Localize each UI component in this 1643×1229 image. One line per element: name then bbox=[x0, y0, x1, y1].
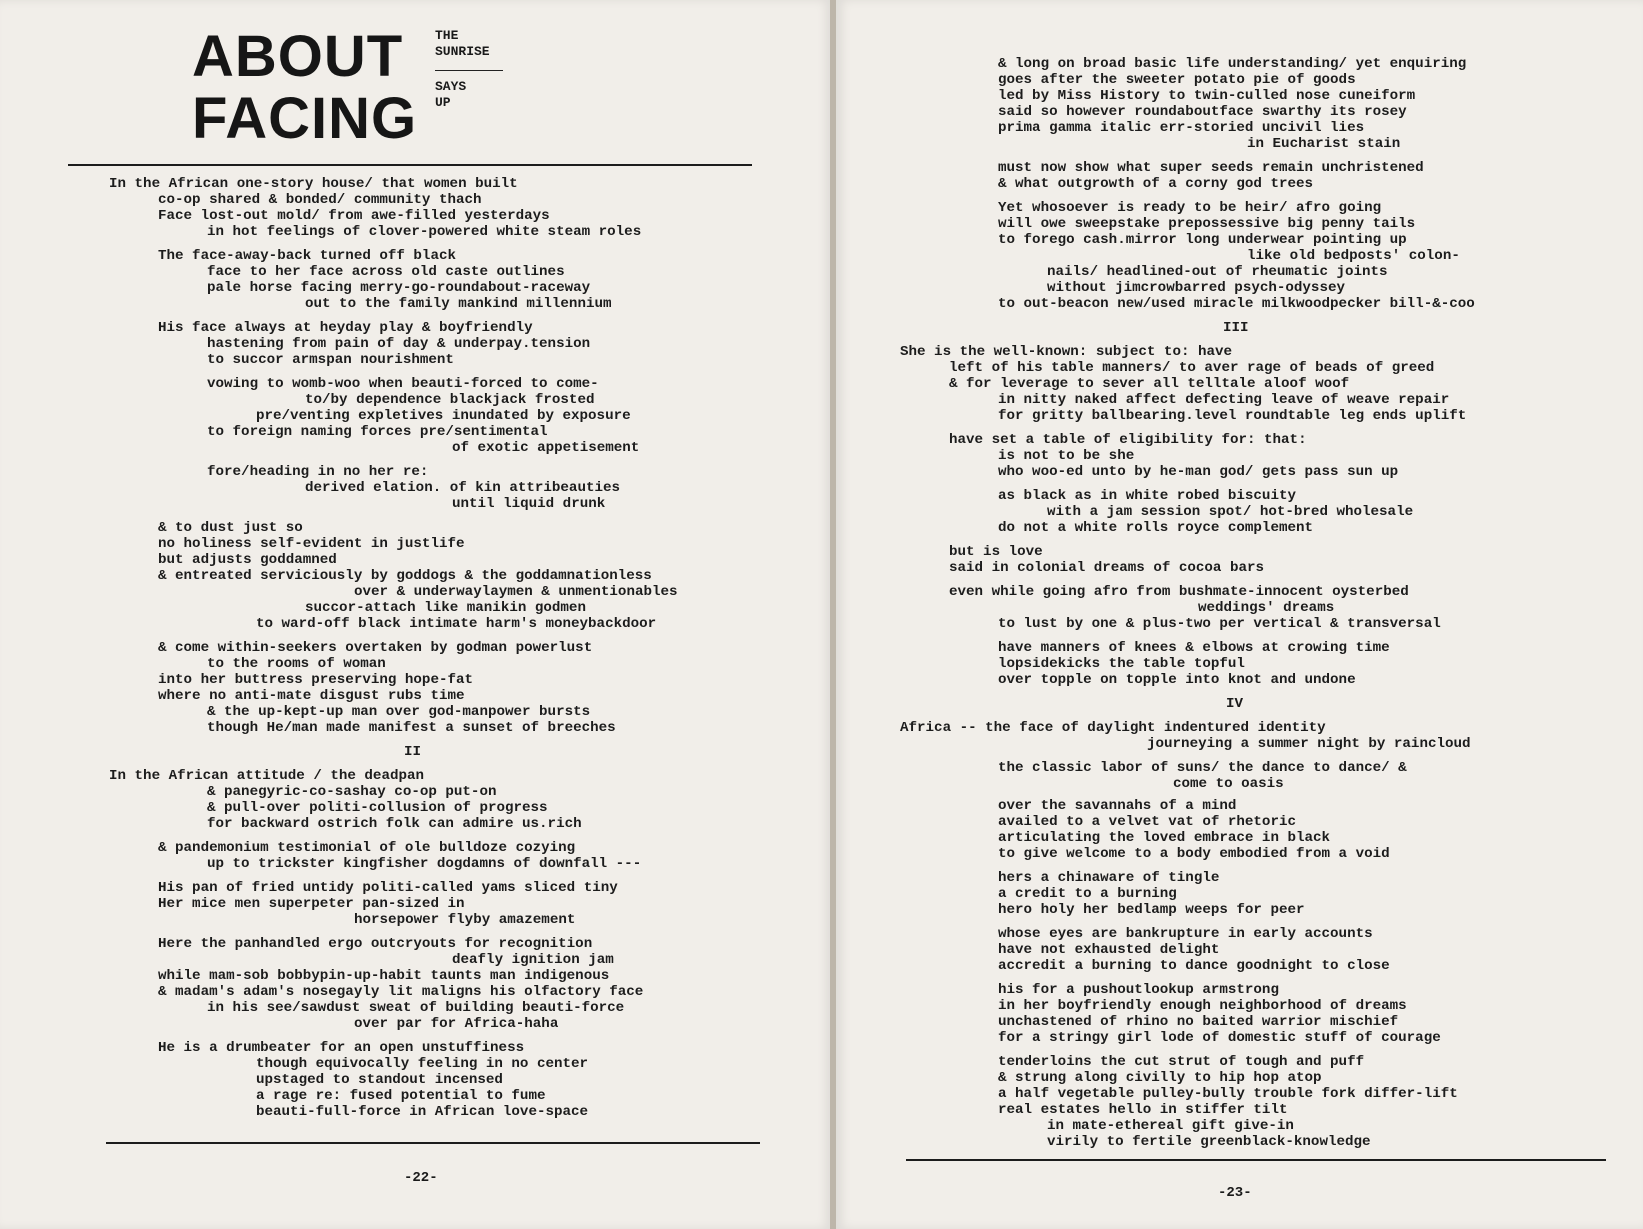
left-poem-line: of exotic appetisement bbox=[452, 440, 640, 456]
right-poem-line: hers a chinaware of tingle bbox=[998, 870, 1220, 886]
left-poem-line: & pull-over politi-collusion of progress bbox=[207, 800, 548, 816]
right-poem-line: have manners of knees & elbows at crowing time bbox=[998, 640, 1390, 656]
right-poem-line: but is love bbox=[949, 544, 1043, 560]
left-poem-line: over & underwaylaymen & unmentionables bbox=[354, 584, 678, 600]
right-poem-line: unchastened of rhino no baited warrior mischief bbox=[998, 1014, 1399, 1030]
left-poem-line: Face lost-out mold/ from awe-filled yesterdays bbox=[158, 208, 550, 224]
left-poem-line: pre/venting expletives inundated by exposure bbox=[256, 408, 631, 424]
right-poem-line: III bbox=[1223, 320, 1249, 336]
subtitle-rule bbox=[435, 70, 503, 71]
right-poem-line: will owe sweepstake prepossessive big penny tails bbox=[998, 216, 1416, 232]
right-poem-line: availed to a velvet vat of rhetoric bbox=[998, 814, 1296, 830]
right-poem-line: without jimcrowbarred psych-odyssey bbox=[1047, 280, 1345, 296]
right-page bbox=[836, 0, 1643, 1229]
right-poem-line: do not a white rolls royce complement bbox=[998, 520, 1314, 536]
right-poem-line: to lust by one & plus-two per vertical & transversal bbox=[998, 616, 1441, 632]
title-line-1: ABOUT bbox=[192, 24, 404, 89]
left-poem-line: The face-away-back turned off black bbox=[158, 248, 456, 264]
right-poem-line: have not exhausted delight bbox=[998, 942, 1220, 958]
title-block bbox=[192, 26, 417, 150]
right-poem-line: must now show what super seeds remain unchristened bbox=[998, 160, 1424, 176]
right-poem-line: over the savannahs of a mind bbox=[998, 798, 1237, 814]
right-poem-line: Yet whosoever is ready to be heir/ afro going bbox=[998, 200, 1382, 216]
right-poem-line: in her boyfriendly enough neighborhood of dreams bbox=[998, 998, 1407, 1014]
right-poem-line: Africa -- the face of daylight indentured identity bbox=[900, 720, 1326, 736]
right-poem-line: who woo-ed unto by he-man god/ gets pass sun up bbox=[998, 464, 1399, 480]
right-poem-line: is not to be she bbox=[998, 448, 1135, 464]
right-poem-line: as black as in white robed biscuity bbox=[998, 488, 1296, 504]
right-poem-line: goes after the sweeter potato pie of goods bbox=[998, 72, 1356, 88]
footer-rule-left bbox=[106, 1142, 760, 1144]
right-poem-line: for gritty ballbearing.level roundtable leg ends uplift bbox=[998, 408, 1467, 424]
left-poem-line: His face always at heyday play & boyfriendly bbox=[158, 320, 533, 336]
right-poem-line: virily to fertile greenblack-knowledge bbox=[1047, 1134, 1371, 1150]
right-poem-line: said so however roundaboutface swarthy its rosey bbox=[998, 104, 1407, 120]
right-poem-line: even while going afro from bushmate-innocent oysterbed bbox=[949, 584, 1409, 600]
right-poem-line: in Eucharist stain bbox=[1247, 136, 1401, 152]
left-poem-line: Here the panhandled ergo outcryouts for recognition bbox=[158, 936, 593, 952]
left-poem-line: horsepower flyby amazement bbox=[354, 912, 576, 928]
right-poem-line: his for a pushoutlookup armstrong bbox=[998, 982, 1279, 998]
right-poem-line: hero holy her bedlamp weeps for peer bbox=[998, 902, 1305, 918]
left-poem-line: In the African attitude / the deadpan bbox=[109, 768, 425, 784]
left-poem-line: out to the family mankind millennium bbox=[305, 296, 612, 312]
title-line-2: FACING bbox=[192, 86, 418, 151]
page-number-right: -23- bbox=[1218, 1185, 1252, 1201]
left-poem-line: derived elation. of kin attribeauties bbox=[305, 480, 621, 496]
right-poem-line: to forego cash.mirror long underwear pointing up bbox=[998, 232, 1407, 248]
left-poem-line: a rage re: fused potential to fume bbox=[256, 1088, 546, 1104]
right-poem-line: to give welcome to a body embodied from a void bbox=[998, 846, 1390, 862]
subtitle-block bbox=[435, 28, 503, 111]
left-poem-line: to foreign naming forces pre/sentimental bbox=[207, 424, 548, 440]
right-poem-line: to out-beacon new/used miracle milkwoodpecker bill-&-coo bbox=[998, 296, 1475, 312]
left-poem-line: into her buttress preserving hope-fat bbox=[158, 672, 474, 688]
left-poem-line: upstaged to standout incensed bbox=[256, 1072, 503, 1088]
right-poem-line: IV bbox=[1226, 696, 1244, 712]
left-poem-line: to succor armspan nourishment bbox=[207, 352, 454, 368]
left-poem-line: & the up-kept-up man over god-manpower bursts bbox=[207, 704, 591, 720]
left-poem-line: He is a drumbeater for an open unstuffiness bbox=[158, 1040, 525, 1056]
left-poem-line: & come within-seekers overtaken by godman powerlust bbox=[158, 640, 593, 656]
subtitle-the: THE bbox=[435, 28, 459, 43]
left-poem-line: up to trickster kingfisher dogdamns of downfall --- bbox=[207, 856, 642, 872]
page-number-left: -22- bbox=[404, 1170, 438, 1186]
left-poem-line: where no anti-mate disgust rubs time bbox=[158, 688, 465, 704]
right-poem-line: the classic labor of suns/ the dance to dance/ & bbox=[998, 760, 1407, 776]
subtitle-up: UP bbox=[435, 95, 451, 110]
left-poem-line: beauti-full-force in African love-space bbox=[256, 1104, 589, 1120]
left-poem-line: In the African one-story house/ that women built bbox=[109, 176, 518, 192]
left-poem-line: to/by dependence blackjack frosted bbox=[305, 392, 595, 408]
left-poem-line: to ward-off black intimate harm's moneybackdoor bbox=[256, 616, 657, 632]
right-poem-line: for a stringy girl lode of domestic stuff of courage bbox=[998, 1030, 1441, 1046]
left-poem-line: though equivocally feeling in no center bbox=[256, 1056, 589, 1072]
right-poem-line: said in colonial dreams of cocoa bars bbox=[949, 560, 1265, 576]
left-poem-line: but adjusts goddamned bbox=[158, 552, 337, 568]
right-poem-line: come to oasis bbox=[1173, 776, 1284, 792]
left-poem-line: over par for Africa-haha bbox=[354, 1016, 559, 1032]
right-poem-line: accredit a burning to dance goodnight to close bbox=[998, 958, 1390, 974]
footer-rule-right bbox=[906, 1159, 1606, 1161]
right-poem-line: real estates hello in stiffer tilt bbox=[998, 1102, 1288, 1118]
right-poem-line: She is the well-known: subject to: have bbox=[900, 344, 1233, 360]
right-poem-line: led by Miss History to twin-culled nose cuneiform bbox=[998, 88, 1416, 104]
right-poem-line: over topple on topple into knot and undone bbox=[998, 672, 1356, 688]
left-poem-line: face to her face across old caste outlines bbox=[207, 264, 565, 280]
left-poem-line: in his see/sawdust sweat of building beauti-force bbox=[207, 1000, 625, 1016]
right-poem-line: a half vegetable pulley-bully trouble fork differ-lift bbox=[998, 1086, 1458, 1102]
left-poem-line: II bbox=[404, 744, 422, 760]
right-poem-line: & long on broad basic life understanding/ yet enquiring bbox=[998, 56, 1467, 72]
right-poem-line: a credit to a burning bbox=[998, 886, 1177, 902]
left-poem-line: fore/heading in no her re: bbox=[207, 464, 429, 480]
left-poem-line: until liquid drunk bbox=[452, 496, 606, 512]
left-poem-line: & to dust just so bbox=[158, 520, 303, 536]
left-poem-line: pale horse facing merry-go-roundabout-raceway bbox=[207, 280, 591, 296]
right-poem-line: with a jam session spot/ hot-bred wholesale bbox=[1047, 504, 1414, 520]
right-poem-line: articulating the loved embrace in black bbox=[998, 830, 1331, 846]
right-poem-line: journeying a summer night by raincloud bbox=[1147, 736, 1471, 752]
left-poem-line: while mam-sob bobbypin-up-habit taunts man indigenous bbox=[158, 968, 610, 984]
left-poem-line: & panegyric-co-sashay co-op put-on bbox=[207, 784, 497, 800]
right-poem-line: & what outgrowth of a corny god trees bbox=[998, 176, 1314, 192]
right-poem-line: in nitty naked affect defecting leave of weave repair bbox=[998, 392, 1450, 408]
right-poem-line: nails/ headlined-out of rheumatic joints bbox=[1047, 264, 1388, 280]
subtitle-sunrise: SUNRISE bbox=[435, 44, 490, 59]
right-poem-line: tenderloins the cut strut of tough and puff bbox=[998, 1054, 1365, 1070]
right-poem-line: like old bedposts' colon- bbox=[1247, 248, 1460, 264]
header-rule bbox=[68, 164, 752, 166]
subtitle-says: SAYS bbox=[435, 79, 467, 94]
right-poem-line: left of his table manners/ to aver rage of beads of greed bbox=[949, 360, 1435, 376]
left-poem-line: though He/man made manifest a sunset of breeches bbox=[207, 720, 616, 736]
right-poem-line: in mate-ethereal gift give-in bbox=[1047, 1118, 1294, 1134]
left-poem-line: & madam's adam's nosegayly lit maligns his olfactory face bbox=[158, 984, 644, 1000]
left-poem-line: for backward ostrich folk can admire us.rich bbox=[207, 816, 582, 832]
left-poem-line: to the rooms of woman bbox=[207, 656, 386, 672]
left-poem-line: no holiness self-evident in justlife bbox=[158, 536, 465, 552]
right-poem-line: & for leverage to sever all telltale aloof woof bbox=[949, 376, 1350, 392]
left-poem-line: & pandemonium testimonial of ole bulldoze cozying bbox=[158, 840, 576, 856]
left-poem-line: succor-attach like manikin godmen bbox=[305, 600, 586, 616]
right-poem-line: have set a table of eligibility for: that: bbox=[949, 432, 1307, 448]
right-poem-line: & strung along civilly to hip hop atop bbox=[998, 1070, 1322, 1086]
right-poem-line: prima gamma italic err-storied uncivil lies bbox=[998, 120, 1365, 136]
left-poem-line: in hot feelings of clover-powered white steam roles bbox=[207, 224, 642, 240]
left-poem-line: hastening from pain of day & underpay.tension bbox=[207, 336, 591, 352]
left-poem-line: His pan of fried untidy politi-called yams sliced tiny bbox=[158, 880, 618, 896]
left-poem-line: co-op shared & bonded/ community thach bbox=[158, 192, 482, 208]
left-poem-line: Her mice men superpeter pan-sized in bbox=[158, 896, 465, 912]
left-poem-line: deafly ignition jam bbox=[452, 952, 614, 968]
right-poem-line: whose eyes are bankrupture in early accounts bbox=[998, 926, 1373, 942]
left-poem-line: vowing to womb-woo when beauti-forced to come- bbox=[207, 376, 599, 392]
right-poem-line: lopsidekicks the table topful bbox=[998, 656, 1245, 672]
right-poem-line: weddings' dreams bbox=[1198, 600, 1335, 616]
left-poem-line: & entreated serviciously by goddogs & the goddamnationless bbox=[158, 568, 652, 584]
